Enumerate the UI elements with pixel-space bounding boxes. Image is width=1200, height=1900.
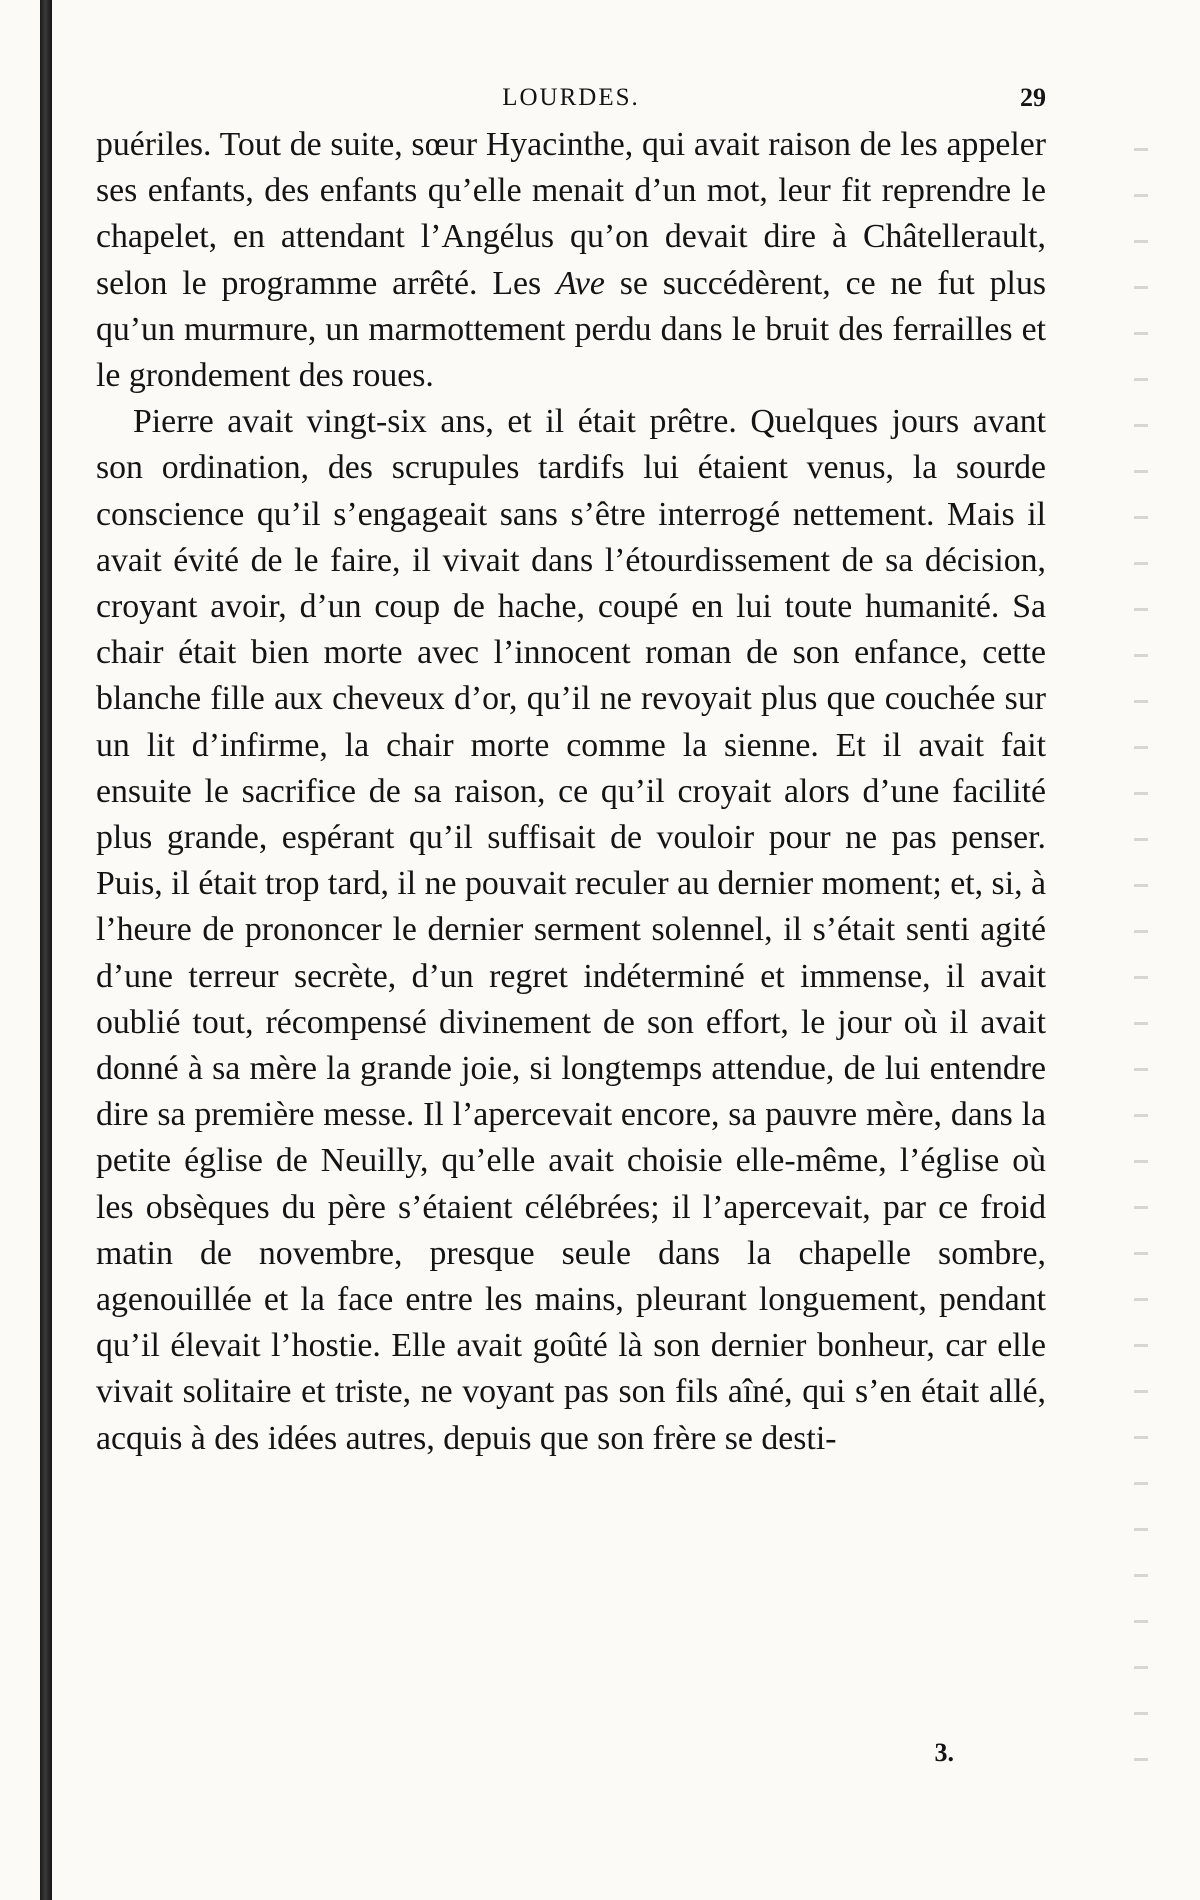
binding-edge (40, 0, 52, 1900)
book-page (96, 76, 1046, 1856)
running-head (96, 76, 1046, 120)
text-segment: puériles. Tout de suite, sœur Hyacinthe, qui avait raison de les appeler ses enfants, des enfants qu’elle menait d’un mot, leur fit reprendre le chapelet, en attendant l’Angélus qu’on devait dire à Châtellerault, selon le programme arrêté. Les (96, 126, 1046, 302)
text-segment: Pierre avait vingt-six ans, et il était prêtre. Quelques jours avant son ordination, des scrupules tardifs lui étaient venus, la sourde conscience qu’il s’engageait sans s’être interrogé nettement. Mais il avait évité de le faire, il vivait dans l’étourdissement de sa décision, croyant avoir, d’un coup de hache, coupé en lui toute humanité. Sa chair était bien morte avec l’innocent roman de son enfance, cette blanche fille aux cheveux d’or, qu’il ne revoyait plus que couchée sur un lit d’infirme, la chair morte comme la sienne. Et il avait fait ensuite le sacrifice de sa raison, ce qu’il croyait alors d’une facilité plus grande, espérant qu’il suffisait de vouloir pour ne pas penser. Puis, il était trop tard, il ne pouvait reculer au dernier moment; et, si, à l’heure de prononcer le dernier serment solennel, il s’était senti agité d’une terreur secrète, d’un regret indéterminé et immense, il avait oublié tout, récompensé divinement de son effort, le jour où il avait donné à sa mère la grande joie, si longtemps attendue, de lui entendre dire sa première messe. Il l’apercevait encore, sa pauvre mère, dans la petite église de Neuilly, qu’elle avait choisie elle-même, l’église où les obsèques du père s’étaient célébrées; il l’apercevait, par ce froid matin de novembre, presque seule dans la chapelle sombre, agenouillée et la face entre les mains, pleurant longuement, pendant qu’il élevait l’hostie. Elle avait goûté là son dernier bonheur, car elle vivait solitaire et triste, ne voyant pas son fils aîné, qui s’en était allé, acquis à des idées autres, depuis que son frère se desti- (96, 403, 1046, 1457)
page-number: 29 (1020, 83, 1046, 112)
body-text (96, 122, 1046, 1462)
page-edge-marks (1134, 120, 1148, 1800)
running-title: LOURDES. (502, 84, 640, 111)
paragraph (96, 122, 1046, 399)
signature-mark: 3. (934, 1738, 954, 1767)
paragraph (96, 399, 1046, 1462)
italic-text: Ave (556, 264, 605, 302)
text-segment: se succédèrent, ce ne fut plus qu’un murmure, un marmottement perdu dans le bruit des ferrailles et le grondement des roues. (96, 264, 1046, 395)
